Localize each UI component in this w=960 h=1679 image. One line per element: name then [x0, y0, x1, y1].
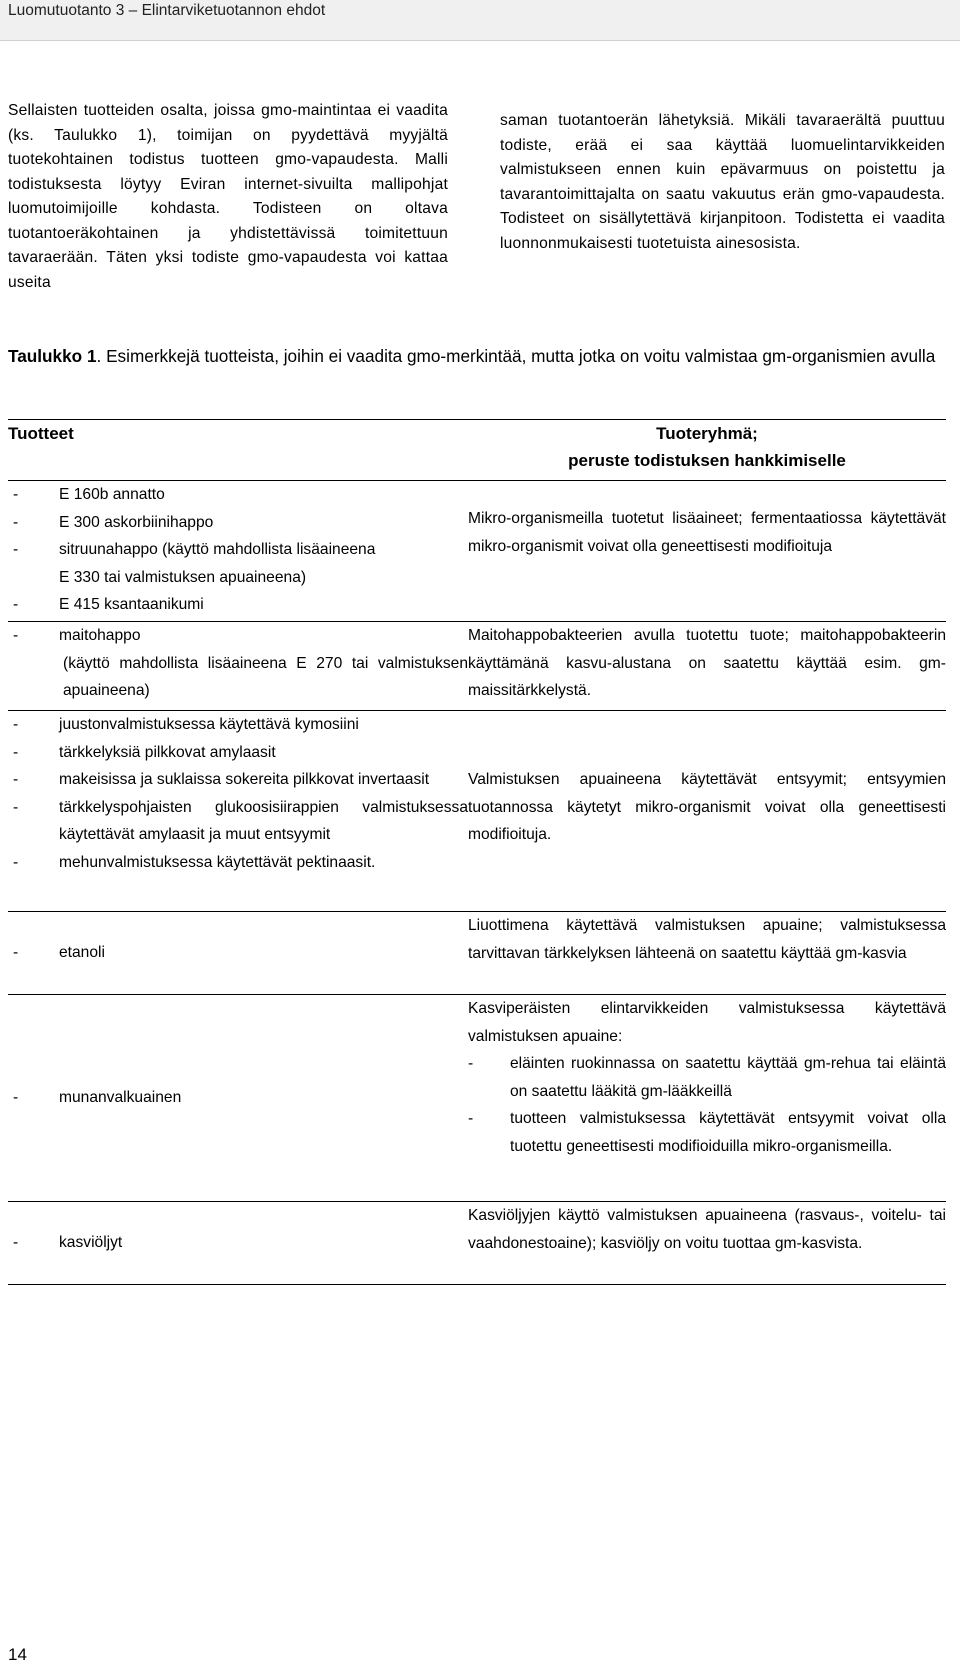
reason-cell: Kasviöljyjen käyttö valmistuksen apuaineena (rasvaus-, voitelu- tai vaahdonestoaine); kasviöljy on voitu tuottaa gm-kasvista. — [468, 1202, 946, 1285]
products-cell — [8, 711, 468, 912]
header-products: Tuotteet — [8, 420, 468, 481]
caption-label: Taulukko 1 — [8, 346, 97, 366]
products-cell — [8, 995, 468, 1202]
products-table — [8, 419, 946, 1285]
reason-list-item: - eläinten ruokinnassa on saatettu käyttää gm-rehua tai eläintä on saatettu lääkitä gm-lääkkeillä — [468, 1055, 946, 1100]
reason-list-item: - tuotteen valmistuksessa käytettävät entsyymit voivat olla tuotettu geneettisesti modifioiduilla mikro-organismeilla. — [468, 1110, 946, 1155]
table-row — [8, 995, 946, 1202]
list-item: - munanvalkuainen — [13, 1089, 182, 1107]
table-row — [8, 912, 946, 995]
products-cell — [8, 622, 468, 711]
table-row — [8, 622, 946, 711]
reason-cell: Maitohappobakteerien avulla tuotettu tuote; maitohappobakteerin käyttämänä kasvu-alustana on saatettu käyttää esim. gm-maissitärkkelystä. — [468, 622, 946, 711]
caption-text: . Esimerkkejä tuotteista, joihin ei vaadita gmo-merkintää, mutta jotka on voitu valmistaa gm-organismien avulla — [96, 346, 936, 366]
list-item: - sitruunahappo (käyttö mahdollista lisäaineena — [13, 541, 376, 558]
list-item: - maitohappo — [13, 627, 141, 644]
list-item: - tärkkelyspohjaisten glukoosisiirappien valmistuksessa käytettävät amylaasit ja muut entsyymit — [13, 798, 468, 843]
header-title: Luomutuotanto 3 – Elintarviketuotannon ehdot — [8, 2, 326, 19]
products-cell — [8, 912, 468, 995]
list-item: - E 300 askorbiinihappo — [13, 513, 214, 531]
reason-cell: Mikro-organismeilla tuotetut lisäaineet; fermentaatiossa käytettävät mikro-organismit voivat olla geneettisesti modifioituja — [468, 481, 946, 622]
document-header — [0, 0, 960, 41]
table-row — [8, 711, 946, 912]
list-item-continuation: E 330 tai valmistuksen apuaineena) — [59, 568, 307, 586]
reason-cell — [468, 995, 946, 1202]
header-product-group — [468, 420, 946, 481]
products-cell — [8, 481, 468, 622]
list-item: - E 415 ksantaanikumi — [13, 596, 204, 613]
table-header-row — [8, 420, 946, 481]
list-item: - kasviöljyt — [13, 1234, 123, 1252]
products-cell — [8, 1202, 468, 1285]
table-row — [8, 1202, 946, 1285]
body-text-right-column: saman tuotantoerän lähetyksiä. Mikäli tavaraerältä puuttuu todiste, erää ei saa käyttää luomuelintarvikkeiden valmistukseen ennen kuin epävarmuus on poistettu ja tavarantoimittajalta on saatu vakuutus erän gmo-vapaudesta. Todisteet on sisällytettävä kirjanpitoon. Todistetta ei vaadita luonnonmukaisesti tuotetuista ainesosista. — [500, 112, 945, 252]
list-item: - juustonvalmistuksessa käytettävä kymosiini — [13, 716, 359, 733]
table-caption — [8, 342, 948, 370]
reason-cell: Liuottimena käytettävä valmistuksen apuaine; valmistuksessa tarvittavan tärkkelyksen lähteenä on saatettu käyttää gm-kasvia — [468, 912, 946, 995]
table-row — [8, 481, 946, 622]
reason-intro: Kasviperäisten elintarvikkeiden valmistuksessa käytettävä valmistuksen apuaine: — [468, 1000, 946, 1045]
body-text-left-column: Sellaisten tuotteiden osalta, joissa gmo-maintintaa ei vaadita (ks. Taulukko 1), toimijan on pyydettävä myyjältä tuotekohtainen todistus tuotteen gmo-vapaudesta. Malli todistuksesta löytyy Eviran internet-sivuilta mallipohjat luomutoimijoille kohdasta. Todisteen on oltava tuotantoeräkohtainen ja yhdistettävissä toimitettuun tavaraerään. Täten yksi todiste gmo-vapaudesta voi kattaa useita — [8, 102, 448, 291]
header-product-group-line1: Tuoteryhmä; — [656, 424, 758, 443]
page-number: 14 — [8, 1645, 27, 1664]
list-item: - tärkkelyksiä pilkkovat amylaasit — [13, 743, 276, 761]
list-item: - E 160b annatto — [13, 486, 165, 503]
list-item: - etanoli — [13, 944, 105, 962]
list-item: - mehunvalmistuksessa käytettävät pektinaasit. — [13, 853, 376, 871]
list-item: - makeisissa ja suklaissa sokereita pilkkovat invertaasit — [13, 771, 430, 788]
list-item-continuation: (käyttö mahdollista lisäaineena E 270 tai valmistuksen apuaineena) — [63, 654, 468, 699]
reason-cell: Valmistuksen apuaineena käytettävät entsyymit; entsyymien tuotannossa käytetyt mikro-organismit voivat olla geneettisesti modifioituja. — [468, 711, 946, 912]
header-product-group-line2: peruste todistuksen hankkimiselle — [568, 451, 846, 470]
